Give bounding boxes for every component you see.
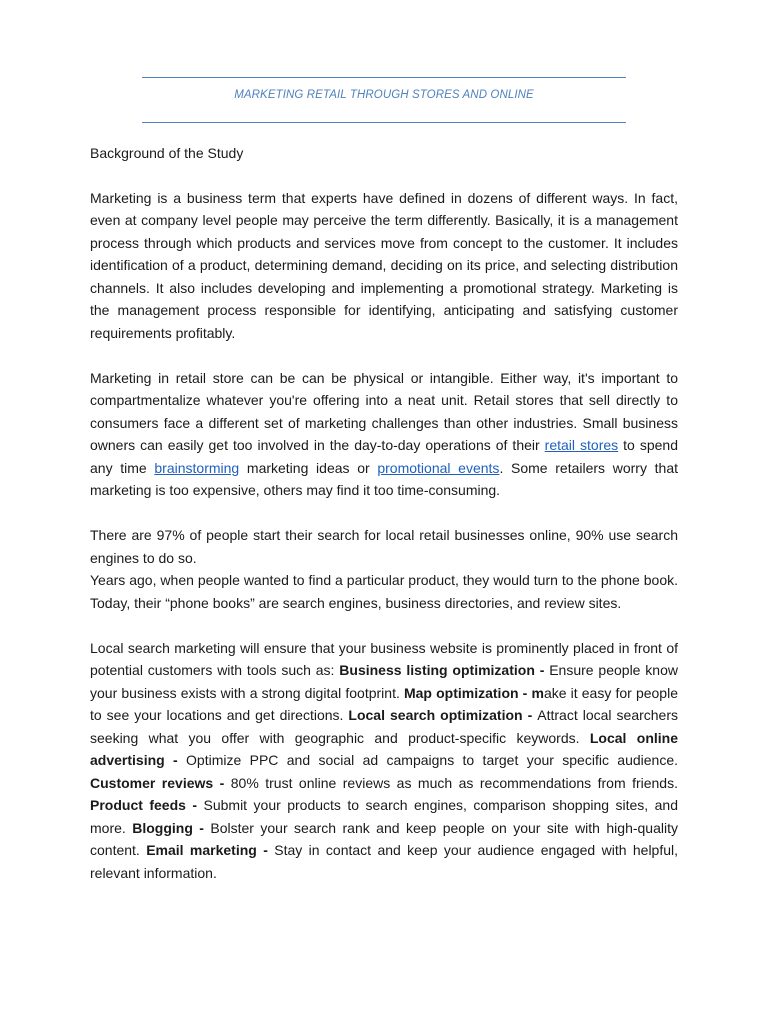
paragraph-text: marketing ideas or bbox=[239, 459, 378, 476]
tool-term: Blogging - bbox=[132, 819, 211, 836]
paragraph-text: . Some retailers worry that marketing is too expensive, others may find it too time-consuming. bbox=[90, 459, 678, 498]
paragraph-intro: Local search marketing will ensure that your business website is prominently placed in front of potential customers with tools such as: bbox=[90, 639, 678, 678]
tool-term: Email marketing - bbox=[146, 842, 275, 858]
tool-term: Business listing optimization - bbox=[339, 662, 550, 678]
tool-term: Product feeds - bbox=[90, 797, 204, 813]
tool-term: Map optimization - m bbox=[403, 684, 544, 701]
promotional-events-link[interactable]: promotional events bbox=[377, 459, 500, 476]
paragraph-text: There are 97% of people start their search for local retail businesses online, 90% use search engines to do so. bbox=[90, 527, 678, 566]
tool-description: Optimize PPC and social ad campaigns to target your specific audience. bbox=[186, 752, 679, 768]
tool-term: Local online advertising - bbox=[90, 729, 678, 768]
tool-description: ake it easy for people to see your locations and get directions. bbox=[90, 684, 678, 723]
tool-description: Submit your products to search engines, comparison shopping sites, and more. bbox=[90, 797, 678, 836]
paragraph-text: Years ago, when people wanted to find a particular product, they would turn to the phone book. Today, their “phone books” are search engines, business directories, and review sites. bbox=[90, 572, 678, 611]
paragraph-text: Marketing in retail store can be can be physical or intangible. Either way, it's important to compartmentalize whatever you're offering into a neat unit. Retail stores that sell directly to consumers face a different set of marketing challenges than other industries. Small business owners can easily get too involved in the day-to-day operations of their bbox=[90, 369, 678, 453]
title-top-rule bbox=[142, 77, 626, 78]
paragraph-text: to spend any time bbox=[90, 437, 678, 476]
document-title: MARKETING RETAIL THROUGH STORES AND ONLINE bbox=[234, 89, 534, 101]
tool-description: Attract local searchers seeking what you offer with geographic and product-specific keywords. bbox=[90, 707, 678, 746]
section-heading: Background of the Study bbox=[90, 145, 244, 161]
tool-description: Stay in contact and keep your audience engaged with helpful, relevant information. bbox=[90, 842, 679, 881]
paragraph-retail-marketing bbox=[90, 367, 678, 502]
tool-term: Local search optimization - bbox=[348, 707, 538, 723]
title-bottom-rule bbox=[142, 122, 626, 123]
paragraph-online-search bbox=[90, 524, 678, 614]
tool-description: Ensure people know your business exists with a strong digital footprint. bbox=[90, 662, 678, 701]
paragraph-marketing-definition: Marketing is a business term that experts have defined in dozens of different ways. In fact, even at company level people may perceive the term differently. Basically, it is a management process through which products and services move from concept to the customer. It includes identification of a product, determining demand, deciding on its price, and selecting distribution channels. It also includes developing and implementing a promotional strategy. Marketing is the management process responsible for identifying, anticipating and satisfying customer requirements profitably. bbox=[90, 189, 678, 341]
tool-description: 80% trust online reviews as much as recommendations from friends. bbox=[230, 774, 678, 791]
tool-description: Bolster your search rank and keep people on your site with high-quality content. bbox=[90, 819, 678, 858]
document-body bbox=[90, 142, 678, 907]
paragraph-local-search bbox=[90, 637, 678, 885]
brainstorming-link[interactable]: brainstorming bbox=[154, 459, 240, 476]
retail-stores-link[interactable]: retail stores bbox=[544, 437, 619, 453]
tool-term: Customer reviews - bbox=[90, 774, 231, 791]
